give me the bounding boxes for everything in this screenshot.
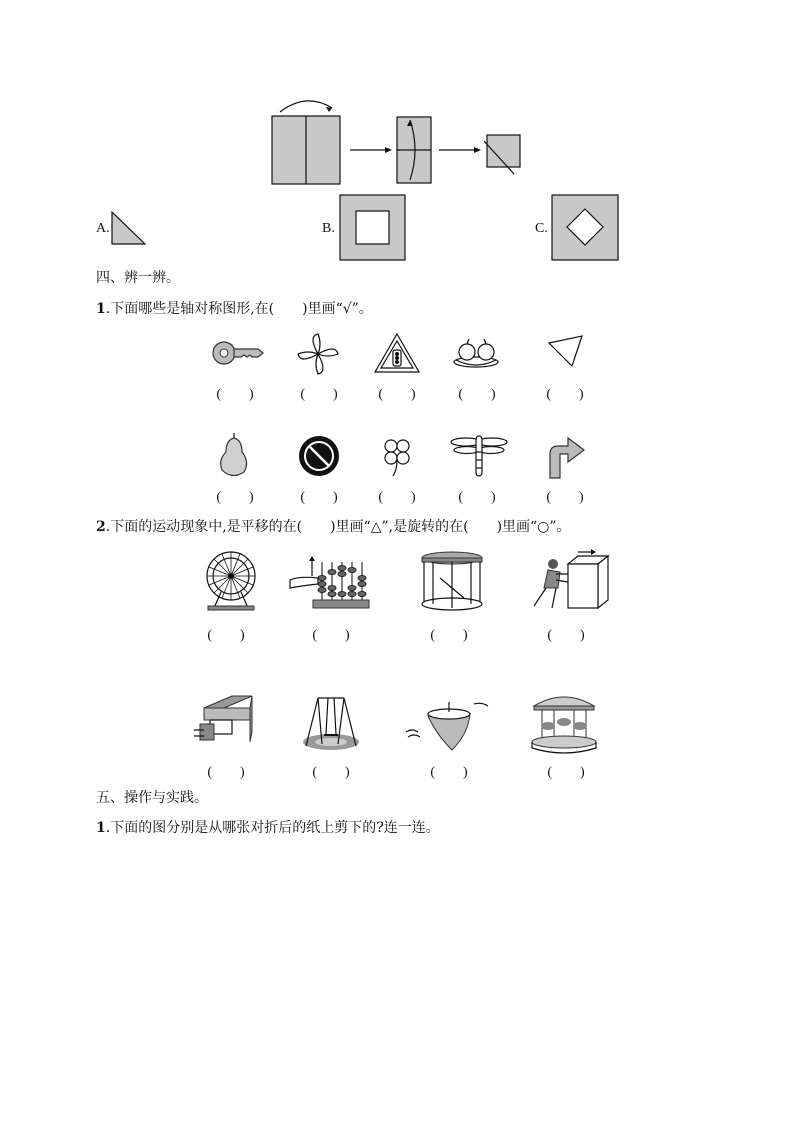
traffic-sign-icon: [375, 334, 419, 372]
symmetry-row-2: [0, 430, 794, 482]
option-b-label: B.: [322, 221, 335, 236]
question-4-2: [96, 518, 571, 536]
abacus-icon: [290, 556, 369, 608]
question-text: .下面的图分别是从哪张对折后的纸上剪下的?连一连。: [105, 820, 440, 836]
pear-icon: [221, 433, 247, 476]
answer-blank[interactable]: ( ): [312, 628, 350, 643]
revolving-door-icon: [422, 552, 482, 610]
question-4-1: [96, 300, 373, 318]
turn-arrow-icon: [550, 438, 584, 478]
folding-diagram: [0, 0, 794, 270]
symmetry-row-1: [0, 330, 794, 380]
question-number: 1: [96, 820, 106, 836]
motion-row-2: [0, 690, 794, 756]
answer-blank[interactable]: ( ): [546, 490, 584, 505]
answer-blank[interactable]: ( ): [458, 490, 496, 505]
answer-blank[interactable]: ( ): [458, 387, 496, 402]
fold-step-3: [484, 135, 520, 174]
question-text: .下面的运动现象中,是平移的在( )里画“△”,是旋转的在( )里画“○”。: [105, 519, 571, 535]
answer-blank[interactable]: ( ): [207, 628, 245, 643]
triangle-icon: [549, 336, 582, 366]
option-c-label: C.: [535, 221, 548, 236]
key-icon: [213, 342, 263, 364]
option-a-label: A.: [96, 221, 110, 236]
answer-blank[interactable]: ( ): [300, 387, 338, 402]
fold-step-1: [272, 101, 340, 184]
ferris-wheel-icon: [207, 552, 255, 610]
fold-step-2: [397, 117, 431, 183]
question-5-1: [96, 819, 440, 837]
question-number: 2: [96, 519, 106, 535]
section-4-heading: 四、辨一辨。: [96, 270, 180, 286]
answer-blank[interactable]: ( ): [300, 490, 338, 505]
carousel-icon: [532, 697, 596, 753]
drawer-icon: [194, 696, 252, 742]
answer-blank[interactable]: ( ): [312, 765, 350, 780]
pushing-box-icon: [534, 549, 608, 608]
spinning-top-icon: [406, 702, 488, 750]
answer-blank[interactable]: ( ): [378, 490, 416, 505]
answer-blank[interactable]: ( ): [216, 387, 254, 402]
motion-row-1: [0, 548, 794, 614]
swing-icon: [303, 698, 359, 750]
clover-icon: [385, 440, 409, 476]
answer-blank[interactable]: ( ): [430, 765, 468, 780]
option-b-square-hole: [340, 195, 405, 260]
dragonfly-icon: [451, 436, 507, 476]
option-a-triangle: [112, 212, 145, 244]
answer-blank[interactable]: ( ): [430, 628, 468, 643]
answer-blank[interactable]: ( ): [378, 387, 416, 402]
answer-blank[interactable]: ( ): [216, 490, 254, 505]
answer-blank[interactable]: ( ): [547, 628, 585, 643]
question-number: 1: [96, 301, 106, 317]
apples-plate-icon: [454, 339, 498, 367]
answer-blank[interactable]: ( ): [547, 765, 585, 780]
answer-blank[interactable]: ( ): [207, 765, 245, 780]
section-5-heading: 五、操作与实践。: [96, 790, 208, 806]
pinwheel-icon: [298, 334, 338, 374]
question-text: .下面哪些是轴对称图形,在( )里画“√”。: [105, 301, 373, 317]
option-c-diamond-hole: [552, 195, 618, 260]
answer-blank[interactable]: ( ): [546, 387, 584, 402]
no-entry-sign-icon: [299, 436, 339, 476]
